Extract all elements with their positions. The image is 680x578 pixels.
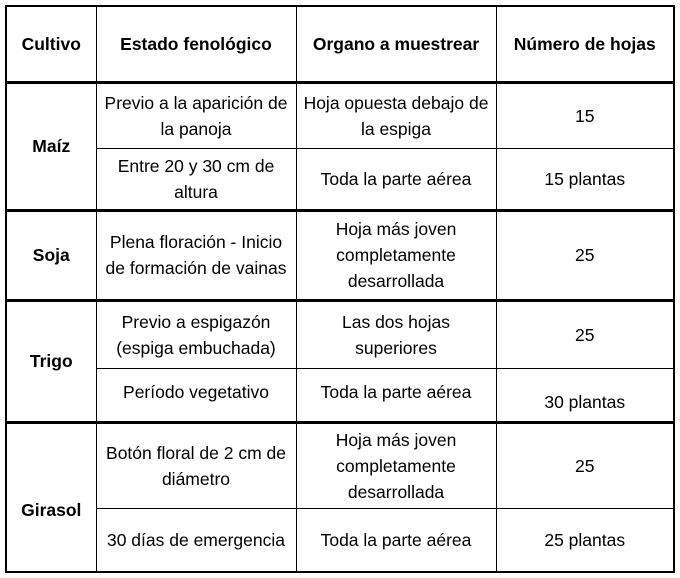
hojas-cell: 25: [496, 210, 674, 300]
hojas-cell: 25: [496, 422, 674, 508]
hojas-cell: 15: [496, 82, 674, 148]
organo-cell: Hoja más joven completamente desarrollada: [296, 210, 496, 300]
header-numero-de-hojas: Número de hojas: [496, 6, 674, 82]
crop-cell: Maíz: [6, 82, 96, 210]
organo-cell: Hoja más joven completamente desarrollada: [296, 422, 496, 508]
crop-cell: Girasol: [6, 422, 96, 572]
crop-cell: Trigo: [6, 300, 96, 422]
header-estado-fenologico: Estado fenológico: [96, 6, 296, 82]
table-row: [6, 422, 674, 508]
table-row: [6, 82, 674, 148]
organo-cell: Toda la parte aérea: [296, 148, 496, 210]
estado-cell: Período vegetativo: [96, 368, 296, 422]
hojas-cell: 30 plantas: [496, 368, 674, 422]
sampling-table: [5, 5, 675, 573]
estado-cell: Entre 20 y 30 cm de altura: [96, 148, 296, 210]
hojas-cell: 15 plantas: [496, 148, 674, 210]
table-row: [6, 148, 674, 210]
estado-cell: Plena floración - Inicio de formación de vainas: [96, 210, 296, 300]
organo-cell: Hoja opuesta debajo de la espiga: [296, 82, 496, 148]
estado-cell: Botón floral de 2 cm de diámetro: [96, 422, 296, 508]
table-row: [6, 210, 674, 300]
table-row: [6, 508, 674, 572]
organo-cell: Las dos hojas superiores: [296, 300, 496, 368]
header-cultivo: Cultivo: [6, 6, 96, 82]
header-row: [6, 6, 674, 82]
estado-cell: 30 días de emergencia: [96, 508, 296, 572]
hojas-cell: 25 plantas: [496, 508, 674, 572]
organo-cell: Toda la parte aérea: [296, 508, 496, 572]
table-row: [6, 300, 674, 368]
hojas-cell: 25: [496, 300, 674, 368]
header-organo-a-muestrear: Organo a muestrear: [296, 6, 496, 82]
table-row: [6, 368, 674, 422]
estado-cell: Previo a la aparición de la panoja: [96, 82, 296, 148]
crop-cell: Soja: [6, 210, 96, 300]
estado-cell: Previo a espigazón (espiga embuchada): [96, 300, 296, 368]
organo-cell: Toda la parte aérea: [296, 368, 496, 422]
